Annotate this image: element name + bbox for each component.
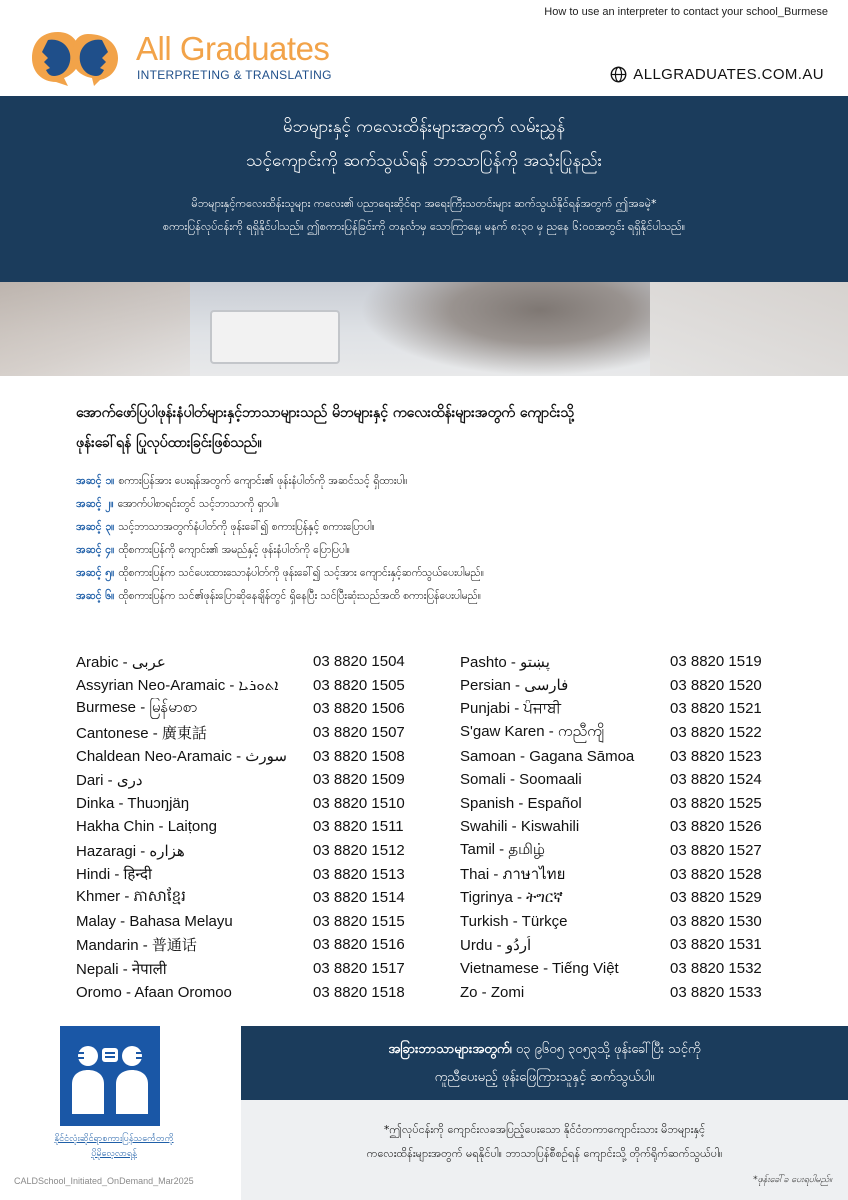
language-name: Assyrian Neo-Aramaic - ܐܬܘܪܝܐ [76, 676, 279, 694]
step-item [76, 585, 796, 608]
step-text: ထိုစကားပြန်က သင်ပေးထားသောနံပါတ်ကို ဖုန်းခေါ်၍ သင့်အား ကျောင်းနှင့်ဆက်သွယ်ပေးပါမည်။ [118, 567, 484, 579]
language-phone[interactable]: 03 8820 1516 [313, 936, 405, 954]
language-row [76, 933, 436, 957]
language-phone[interactable]: 03 8820 1510 [313, 794, 405, 812]
hero-title-line: သင့်ကျောင်းကို ဆက်သွယ်ရန် ဘာသာပြန်ကို အသုံးပြုနည်း [246, 151, 602, 171]
language-list-left [76, 650, 436, 1004]
language-name: Samoan - Gagana Sāmoa [460, 747, 635, 765]
language-phone[interactable]: 03 8820 1514 [313, 889, 405, 907]
language-phone[interactable]: 03 8820 1531 [670, 936, 762, 954]
step-label: အဆင့် ၄။ [76, 544, 115, 556]
language-name: Dari - دری [76, 771, 143, 789]
website-link[interactable] [610, 66, 824, 83]
photo-region [0, 282, 190, 376]
language-name: Nepali - नेपाली [76, 960, 167, 978]
document-code: CALDSchool_Initiated_OnDemand_Mar2025 [14, 1176, 194, 1186]
step-item [76, 493, 796, 516]
step-label: အဆင့် ၃။ [76, 521, 115, 533]
language-phone[interactable]: 03 8820 1517 [313, 960, 405, 978]
step-item [76, 470, 796, 493]
hero-body-line: မိဘများနှင့်ကလေးထိန်းသူများ ကလေး၏ ပညာရေးဆိုင်ရာ အရေးကြီးသတင်းများ ဆက်သွယ်နိုင်ရန်အတွက် ဤအခမဲ့* [191, 197, 657, 210]
language-phone[interactable]: 03 8820 1512 [313, 842, 405, 860]
hero-body-line: စကားပြန်လုပ်ငန်းကို ရရှိနိုင်ပါသည်။ ဤစကားပြန်ခြင်းကို တနင်္လာမှ သောကြာနေ့၊ မနက် ၈:၃၀ မှ ညနေ ၆:၀၀အတွင်း ရရှိနိုင်ပါသည်။ [162, 220, 686, 233]
language-phone[interactable]: 03 8820 1532 [670, 960, 762, 978]
footnote-box [241, 1100, 848, 1200]
language-list-right [460, 650, 800, 1004]
interpreter-symbol-icon [60, 1026, 160, 1126]
intro-line: အောက်ဖော်ပြပါဖုန်းနံပါတ်များနှင့်ဘာသာများသည် မိဘများနှင့် ကလေးထိန်းများအတွက် ကျောင်းသို့ [76, 405, 574, 421]
language-phone[interactable]: 03 8820 1526 [670, 818, 762, 836]
photo-region [360, 282, 660, 376]
language-name: Zo - Zomi [460, 983, 525, 1001]
language-name: Vietnamese - Tiếng Việt [460, 960, 619, 978]
language-row [76, 768, 436, 792]
interpreter-symbol-graphic [60, 1026, 160, 1126]
language-row [460, 839, 800, 863]
globe-icon [610, 66, 627, 83]
step-label: အဆင့် ၆။ [76, 590, 115, 602]
language-name: Swahili - Kiswahili [460, 818, 580, 836]
language-phone[interactable]: 03 8820 1513 [313, 865, 405, 883]
website-url: ALLGRADUATES.COM.AU [633, 66, 824, 83]
language-row [76, 697, 436, 721]
language-name: S'gaw Karen - ကညီကျိ [460, 722, 605, 740]
language-row [76, 839, 436, 863]
language-row [460, 910, 800, 934]
language-phone[interactable]: 03 8820 1519 [670, 653, 762, 671]
photo-region [210, 310, 340, 364]
other-languages-phone-text: ၀၃ ၉၆၀၅ ၃၀၅၃သို့ ဖုန်းခေါ်ပြီး သင့်ကို [515, 1042, 701, 1057]
step-item [76, 516, 796, 539]
speaking-heads-logo-icon [28, 28, 124, 88]
language-phone[interactable]: 03 8820 1530 [670, 912, 762, 930]
language-phone[interactable]: 03 8820 1533 [670, 983, 762, 1001]
step-text: စကားပြန်အား ပေးရန်အတွက် ကျောင်း၏ ဖုန်းနံပါတ်ကို အဆင်သင့် ရှိထားပါ။ [118, 475, 408, 487]
language-row [460, 650, 800, 674]
language-phone[interactable]: 03 8820 1522 [670, 724, 762, 742]
language-row [76, 957, 436, 981]
language-phone[interactable]: 03 8820 1506 [313, 700, 405, 718]
language-name: Thai - ภาษาไทย [460, 866, 566, 884]
language-name: Tamil - தமிழ் [460, 841, 545, 859]
language-row [76, 650, 436, 674]
language-phone[interactable]: 03 8820 1521 [670, 700, 762, 718]
intro-line: ဖုန်းခေါ်ရန် ပြုလုပ်ထားခြင်းဖြစ်သည်။ [76, 435, 262, 451]
hero-title-line: မိဘများနှင့် ကလေးထိန်းများအတွက် လမ်းညွှန် [282, 117, 566, 137]
language-phone[interactable]: 03 8820 1508 [313, 747, 405, 765]
icon-link-line: ပိုမိုလေ့လာရန် [91, 1149, 137, 1159]
language-name: Spanish - Español [460, 794, 582, 812]
step-text: ထိုစကားပြန်က သင်၏ဖုန်းပြောဆိုနေချိန်တွင် ရှိနေပြီး သင်ပြီးဆုံးသည်အထိ စကားပြန်ပေးပါမည်။ [118, 590, 481, 602]
language-phone[interactable]: 03 8820 1504 [313, 653, 405, 671]
hero-banner [0, 96, 848, 282]
language-name: Oromo - Afaan Oromoo [76, 983, 232, 1001]
language-row [460, 792, 800, 816]
step-label: အဆင့် ၁။ [76, 475, 115, 487]
language-row [460, 721, 800, 745]
language-row [76, 980, 436, 1004]
language-row [76, 674, 436, 698]
language-name: Hakha Chin - Laiṭong [76, 818, 217, 836]
step-item [76, 562, 796, 585]
language-row [460, 815, 800, 839]
other-languages-label: အခြားဘာသာများအတွက်၊ [388, 1042, 512, 1057]
other-languages-line [241, 1036, 848, 1064]
language-row [460, 768, 800, 792]
step-text: ထိုစကားပြန်ကို ကျောင်း၏ အမည်နှင့် ဖုန်းနံပါတ်ကို ပြောပြပါ။ [118, 544, 350, 556]
language-phone[interactable]: 03 8820 1511 [313, 818, 404, 836]
language-phone[interactable]: 03 8820 1523 [670, 747, 762, 765]
language-phone[interactable]: 03 8820 1525 [670, 794, 762, 812]
language-row [76, 721, 436, 745]
language-row [460, 697, 800, 721]
language-row [76, 886, 436, 910]
language-name: Hazaragi - هزاره [76, 842, 185, 860]
language-row [460, 674, 800, 698]
language-name: Tigrinya - ትግርኛ [460, 889, 563, 907]
language-name: Arabic - عربى [76, 653, 166, 671]
language-row [76, 792, 436, 816]
language-phone[interactable]: 03 8820 1524 [670, 771, 762, 789]
language-phone[interactable]: 03 8820 1509 [313, 771, 405, 789]
language-phone[interactable]: 03 8820 1520 [670, 676, 762, 694]
step-label: အဆင့် ၅။ [76, 567, 115, 579]
other-languages-line: ကူညီပေးမည့် ဖုန်းဖြေကြားသူနှင့် ဆက်သွယ်ပါ။ [434, 1070, 655, 1085]
all-graduates-logo [28, 28, 338, 88]
language-row [460, 957, 800, 981]
footnote-line: *ဤလုပ်ငန်းကို ကျောင်းလခအပြည့်ပေးသော နိုင်ငံတကာကျောင်းသား မိဘများနှင့် [383, 1123, 706, 1136]
classroom-photo [0, 282, 848, 376]
language-row [76, 744, 436, 768]
step-text: အောက်ပါစာရင်းတွင် သင့်ဘာသာကို ရှာပါ။ [117, 498, 279, 510]
photo-region [650, 282, 848, 376]
hero-body [0, 192, 848, 238]
step-label: အဆင့် ၂။ [76, 498, 114, 510]
language-name: Pashto - پښتو [460, 653, 550, 671]
language-row [460, 980, 800, 1004]
language-row [76, 862, 436, 886]
document-title: How to use an interpreter to contact your school_Burmese [544, 6, 828, 18]
icon-link-line: နိုင်ငံလုံးဆိုင်ရာစကားပြန်သင်္ကေတကို [54, 1134, 174, 1144]
language-name: Urdu - اُردُو [460, 936, 532, 954]
step-text: သင့်ဘာသာအတွက်နံပါတ်ကို ဖုန်းခေါ်၍ စကားပြန်နှင့် စကားပြောပါ။ [118, 521, 375, 533]
language-name: Chaldean Neo-Aramaic - سورث [76, 748, 287, 766]
language-row [460, 933, 800, 957]
language-name: Cantonese - 廣東話 [76, 725, 207, 743]
step-item [76, 539, 796, 562]
language-name: Burmese - မြန်မာစာ [76, 698, 198, 716]
language-name: Khmer - ភាសាខ្មែរ [76, 887, 186, 905]
language-name: Punjabi - ਪੰਜਾਬੀ [460, 700, 562, 718]
language-row [76, 815, 436, 839]
other-languages-banner [241, 1026, 848, 1100]
call-charges-note: *ဖုန်းခေါ်ခ ပေးရပါမည်။ [753, 1175, 832, 1185]
language-name: Hindi - हिन्दी [76, 866, 152, 884]
footnote-line: ကလေးထိန်းများအတွက် မရနိုင်ပါ။ ဘာသာပြန်စီစဉ်ရန် ကျောင်းသို့ တိုက်ရိုက်ဆက်သွယ်ပါ။ [366, 1147, 723, 1160]
language-phone[interactable]: 03 8820 1507 [313, 724, 405, 742]
language-row [460, 862, 800, 886]
intro-heading [76, 398, 796, 458]
language-name: Mandarin - 普通话 [76, 937, 197, 955]
language-row [460, 886, 800, 910]
language-phone[interactable]: 03 8820 1528 [670, 865, 762, 883]
language-phone[interactable]: 03 8820 1529 [670, 889, 762, 907]
language-phone[interactable]: 03 8820 1527 [670, 842, 762, 860]
brand-name: All Graduates [136, 30, 330, 67]
language-phone[interactable]: 03 8820 1518 [313, 983, 405, 1001]
language-phone[interactable]: 03 8820 1515 [313, 912, 405, 930]
language-name: Turkish - Türkçe [460, 912, 568, 930]
language-name: Dinka - Thuɔŋjäŋ [76, 794, 190, 812]
language-name: Somali - Soomaali [460, 771, 582, 789]
language-name: Persian - فارسی [460, 677, 569, 695]
brand-tagline: INTERPRETING & TRANSLATING [137, 68, 332, 82]
language-phone[interactable]: 03 8820 1505 [313, 676, 405, 694]
steps-list [76, 470, 796, 608]
interpreter-symbol-link[interactable] [24, 1132, 204, 1162]
language-row [460, 744, 800, 768]
language-row [76, 910, 436, 934]
language-name: Malay - Bahasa Melayu [76, 912, 233, 930]
hero-title [0, 96, 848, 178]
